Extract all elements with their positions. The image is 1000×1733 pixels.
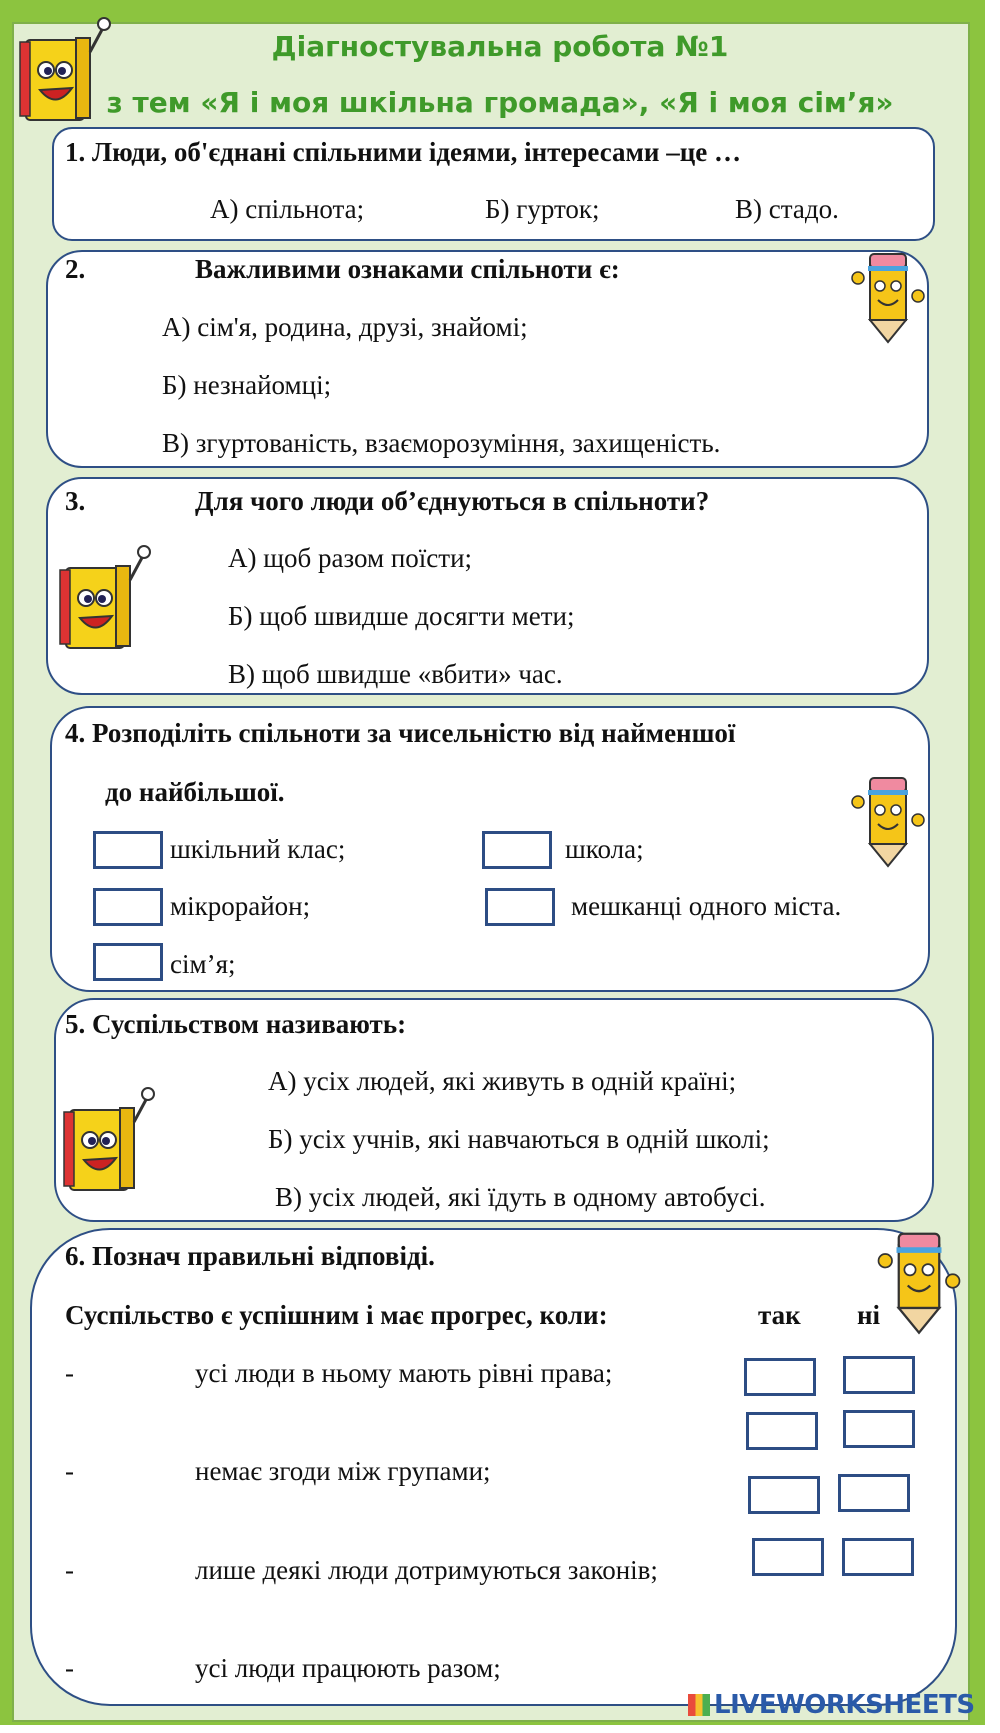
pencil-mascot-icon (848, 772, 928, 868)
question-6-title: 6. Познач правильні відповіді. (65, 1241, 435, 1271)
q1-option-a[interactable]: А) спільнота; (210, 194, 365, 224)
question-3-number: 3. (65, 486, 86, 516)
q6-statement-1: усі люди в ньому мають рівні права; (195, 1358, 613, 1388)
q2-option-b[interactable]: Б) незнайомці; (162, 370, 332, 400)
page-title: Діагностувальна робота №1 (271, 30, 729, 63)
q4-item-school: школа; (565, 834, 644, 864)
q5-option-a[interactable]: А) усіх людей, які живуть в одній країні; (268, 1066, 737, 1096)
book-mascot-icon (12, 12, 112, 132)
q6-column-no: ні (857, 1300, 881, 1330)
q6-yes-checkbox[interactable] (744, 1358, 816, 1396)
pencil-mascot-icon (848, 248, 928, 344)
question-2-text: Важливими ознаками спільноти є: (195, 254, 620, 284)
q4-rank-box-city[interactable] (485, 888, 555, 926)
q5-option-c[interactable]: В) усіх людей, які їдуть в одному автобусі. (275, 1182, 766, 1212)
q3-option-c[interactable]: В) щоб швидше «вбити» час. (228, 659, 563, 689)
q6-column-yes: так (758, 1300, 801, 1330)
q6-dash: - (65, 1456, 74, 1486)
q6-statement-4: усі люди працюють разом; (195, 1653, 501, 1683)
q4-item-family: сім’я; (170, 949, 236, 979)
q3-option-a[interactable]: А) щоб разом поїсти; (228, 543, 473, 573)
q1-option-c[interactable]: В) стадо. (735, 194, 839, 224)
question-5-text: 5. Суспільством називають: (65, 1009, 407, 1039)
question-3-text: Для чого люди об’єднуються в спільноти? (195, 486, 710, 516)
book-mascot-icon (56, 1082, 156, 1202)
liveworksheets-logo: LIVEWORKSHEETS (688, 1690, 975, 1720)
q4-rank-box-family[interactable] (93, 943, 163, 981)
q4-item-district: мікрорайон; (170, 891, 311, 921)
q2-option-a[interactable]: А) сім'я, родина, друзі, знайомі; (162, 312, 528, 342)
q4-rank-box-class[interactable] (93, 831, 163, 869)
q4-rank-box-school[interactable] (482, 831, 552, 869)
question-4-text-line-1: 4. Розподіліть спільноти за чисельністю від найменшої (65, 718, 736, 748)
page-subtitle: з тем «Я і моя шкільна громада», «Я і моя сім’я» (106, 86, 894, 119)
q4-item-city: мешканці одного міста. (571, 891, 842, 921)
q6-no-checkbox[interactable] (843, 1356, 915, 1394)
q6-no-checkbox[interactable] (842, 1538, 914, 1576)
q4-rank-box-district[interactable] (93, 888, 163, 926)
q6-dash: - (65, 1358, 74, 1388)
q6-yes-checkbox[interactable] (752, 1538, 824, 1576)
q6-yes-checkbox[interactable] (748, 1476, 820, 1514)
book-mascot-icon (52, 540, 152, 660)
question-4-text-line-2: до найбільшої. (105, 777, 285, 807)
question-6-text: Суспільство є успішним і має прогрес, коли: (65, 1300, 608, 1330)
question-1-text: 1. Люди, об'єднані спільними ідеями, інтересами –це … (65, 137, 742, 167)
pencil-mascot-icon (874, 1226, 964, 1336)
q6-no-checkbox[interactable] (843, 1410, 915, 1448)
question-2-number: 2. (65, 254, 86, 284)
q3-option-b[interactable]: Б) щоб швидше досягти мети; (228, 601, 575, 631)
q6-dash: - (65, 1653, 74, 1683)
q6-no-checkbox[interactable] (838, 1474, 910, 1512)
q6-dash: - (65, 1555, 74, 1585)
q4-item-class: шкільний клас; (170, 834, 346, 864)
q5-option-b[interactable]: Б) усіх учнів, які навчаються в одній школі; (268, 1124, 770, 1154)
q2-option-c[interactable]: В) згуртованість, взаєморозуміння, захищеність. (162, 428, 721, 458)
q6-yes-checkbox[interactable] (746, 1412, 818, 1450)
q1-option-b[interactable]: Б) гурток; (485, 194, 600, 224)
liveworksheets-logo-icon (688, 1694, 710, 1716)
q6-statement-2: немає згоди між групами; (195, 1456, 491, 1486)
q6-statement-3: лише деякі люди дотримуються законів; (195, 1555, 658, 1585)
